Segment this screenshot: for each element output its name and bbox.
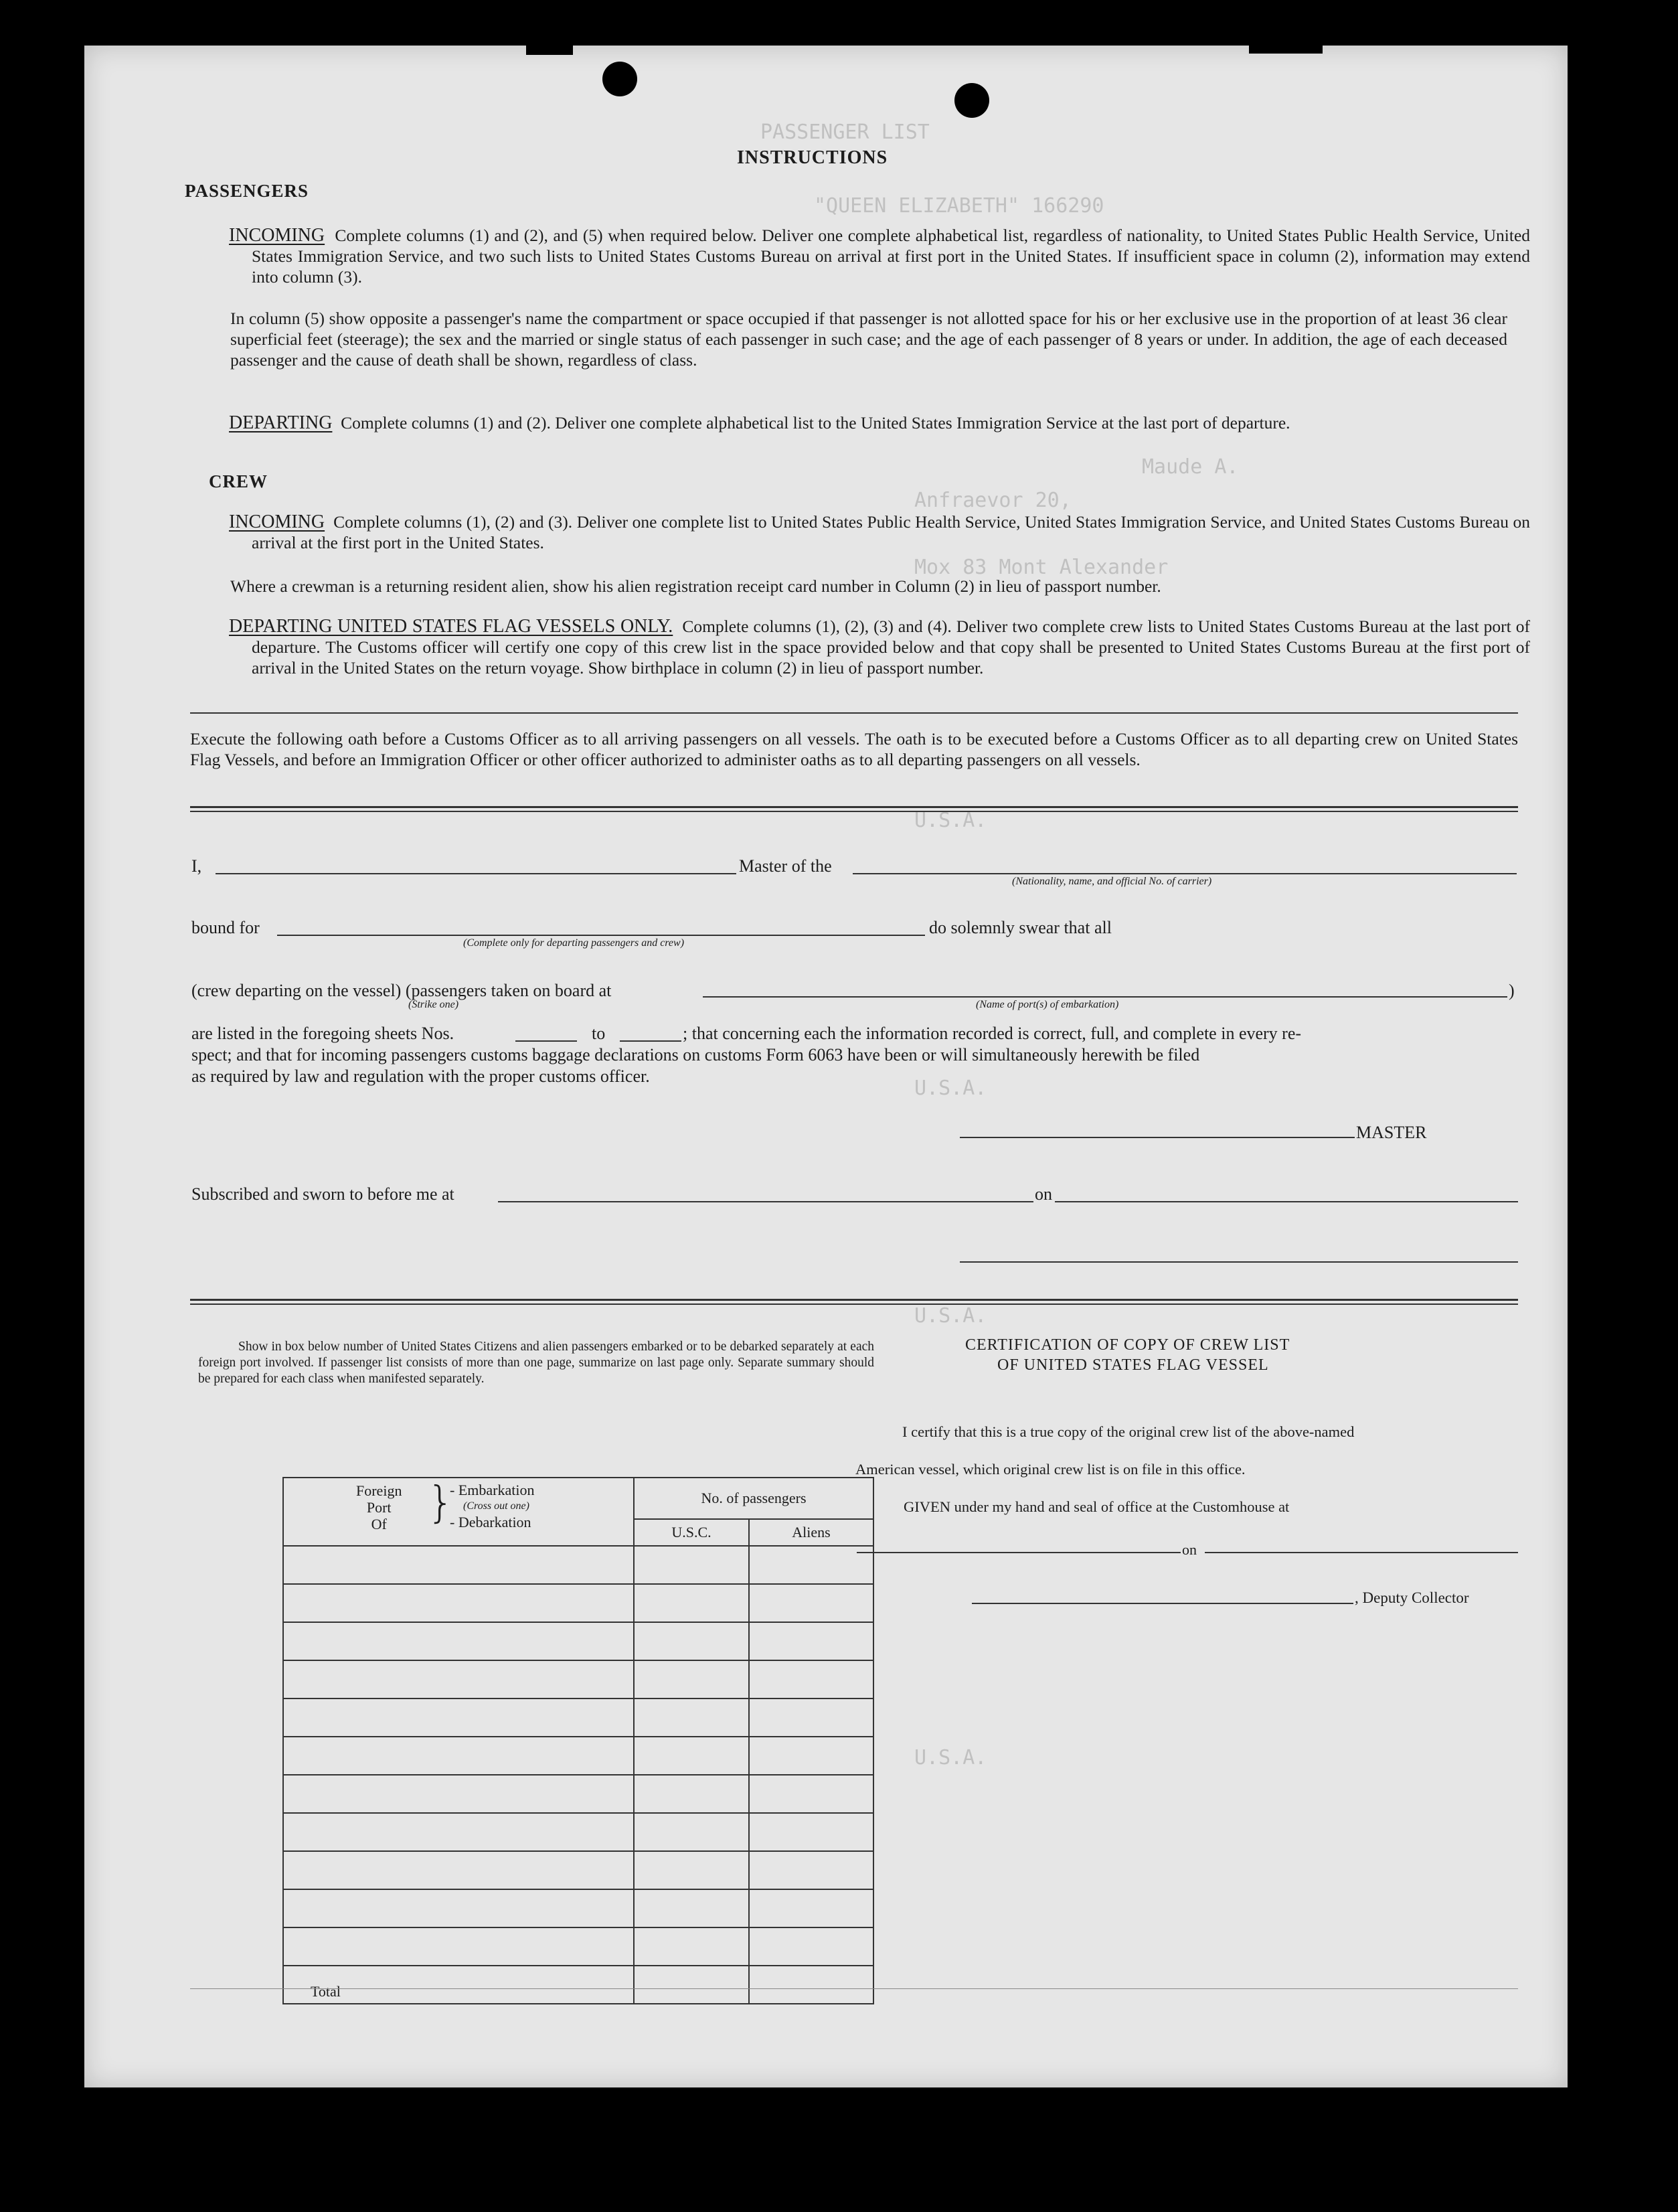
aliens-header: Aliens (749, 1519, 873, 1546)
usc-cell[interactable] (634, 1622, 749, 1660)
punch-hole (954, 83, 989, 118)
bleed-through: Anfraevor 20, (914, 489, 1072, 512)
usc-cell[interactable] (634, 1698, 749, 1737)
aliens-cell[interactable] (749, 1889, 873, 1927)
double-rule (190, 806, 1518, 812)
passengers-departing-text: Complete columns (1) and (2). Deliver one complete alphabetical list to the United States Immigration Service at the last port of departure. (341, 413, 1290, 432)
punch-hole (602, 62, 637, 96)
usc-cell[interactable] (634, 1813, 749, 1851)
summary-instructions: Show in box below number of United States Citizens and alien passengers embarked or to be debarked separately at each foreign port involved. If passenger list consists of more than one page, summarize on last page only. Separate summary should be prepared for each class when manifested separately. (198, 1340, 874, 1386)
aliens-cell[interactable] (749, 1927, 873, 1966)
certification-title-1: CERTIFICATION OF COPY OF CREW LIST (965, 1336, 1290, 1354)
crew-incoming-paragraph (229, 511, 1530, 553)
port-cell[interactable] (283, 1775, 634, 1813)
officer-signature-field[interactable] (960, 1261, 1518, 1263)
certification-on-label: on (1182, 1541, 1197, 1558)
summary-row (283, 1622, 873, 1660)
passengers-column5-paragraph: In column (5) show opposite a passenger's name the compartment or space occupied if that passenger is not allotted space for his or her exclusive use in the proportion of at least 36 clear superficial feet (steerage); the sex and the married or single status of each passenger in such case; and the age of each passenger of 8 years or under. In addition, the age of each deceased passenger and the cause of death shall be shown, regardless of class. (230, 309, 1507, 370)
passengers-departing-label: DEPARTING (229, 412, 333, 433)
aliens-total-cell[interactable] (749, 1966, 873, 2004)
port-cell[interactable] (283, 1546, 634, 1584)
crew-departing-paragraph (229, 616, 1530, 678)
aliens-cell[interactable] (749, 1813, 873, 1851)
oath-master-label: MASTER (1356, 1123, 1427, 1142)
aliens-cell[interactable] (749, 1698, 873, 1737)
usc-cell[interactable] (634, 1546, 749, 1584)
cross-out-note: (Cross out one) (463, 1500, 529, 1512)
summary-row (283, 1813, 873, 1851)
usc-cell[interactable] (634, 1927, 749, 1966)
bleed-through: Maude A. (1142, 455, 1239, 479)
strike-one-note: (Strike one) (408, 999, 459, 1010)
passengers-incoming-text: Complete columns (1) and (2), and (5) when required below. Deliver one complete alphabetical list, regardless of nationality, to United States Public Health Service, United States Immigration Service, and two such lists to United States Customs Bureau on arrival at first port in the United States. If insufficient space in column (2), information may extend into column (3). (252, 226, 1531, 287)
summary-row (283, 1660, 873, 1698)
certification-date-field[interactable] (1205, 1552, 1518, 1553)
bleed-through: U.S.A. (914, 1077, 987, 1100)
debarkation-label: - Debarkation (450, 1514, 531, 1530)
certify-text-1: I certify that this is a true copy of the original crew list of the above-named (902, 1423, 1355, 1440)
embarkation-port-field[interactable] (703, 996, 1507, 998)
sheet-to-field[interactable] (620, 1040, 681, 1042)
oath-crew-departing-text: (crew departing on the vessel) (passengers taken on board at (191, 981, 612, 1000)
crew-incoming-text: Complete columns (1), (2) and (3). Deliver one complete list to United States Public Health Service, United States Immigration Service, and United States Customs Bureau on arrival at the first port in the United States. (252, 512, 1530, 552)
subscribed-date-field[interactable] (1055, 1201, 1518, 1202)
summary-row (283, 1546, 873, 1584)
passenger-summary-table (282, 1477, 874, 2004)
port-cell[interactable] (283, 1737, 634, 1775)
bleed-through: PASSENGER LIST (760, 121, 930, 144)
carrier-field[interactable] (853, 873, 1517, 874)
usc-cell[interactable] (634, 1737, 749, 1775)
nationality-note: (Nationality, name, and official No. of carrier) (1012, 876, 1212, 887)
torn-edge (1249, 46, 1323, 54)
port-cell[interactable] (283, 1889, 634, 1927)
given-text: GIVEN under my hand and seal of office at the Customhouse at (904, 1498, 1290, 1515)
total-label: Total (283, 1966, 634, 2004)
port-of-embarkation-note: (Name of port(s) of embarkation) (976, 999, 1119, 1010)
bleed-through: U.S.A. (914, 809, 987, 832)
aliens-cell[interactable] (749, 1660, 873, 1698)
oath-swear-text: do solemnly swear that all (929, 918, 1112, 937)
passengers-heading: PASSENGERS (185, 181, 309, 201)
usc-cell[interactable] (634, 1851, 749, 1889)
bound-for-field[interactable] (277, 935, 925, 936)
passengers-incoming-label: INCOMING (229, 225, 325, 246)
torn-edge (526, 46, 573, 55)
port-cell[interactable] (283, 1698, 634, 1737)
aliens-cell[interactable] (749, 1775, 873, 1813)
oath-subscribed-label: Subscribed and sworn to before me at (191, 1184, 454, 1204)
subscribed-at-field[interactable] (498, 1201, 1033, 1202)
summary-row (283, 1889, 873, 1927)
deputy-collector-signature-field[interactable] (972, 1603, 1353, 1604)
brace: } (427, 1478, 454, 1528)
summary-row (283, 1775, 873, 1813)
usc-cell[interactable] (634, 1584, 749, 1622)
crew-heading: CREW (209, 471, 268, 491)
oath-i-label: I, (191, 856, 202, 876)
oath-on-label: on (1035, 1184, 1052, 1204)
summary-row (283, 1737, 873, 1775)
oath-listed-rest-1: ; that concerning each the information recorded is correct, full, and complete in every re- (683, 1024, 1302, 1043)
page-title: INSTRUCTIONS (737, 147, 888, 168)
no-passengers-header: No. of passengers (634, 1478, 873, 1519)
aliens-cell[interactable] (749, 1584, 873, 1622)
usc-cell[interactable] (634, 1660, 749, 1698)
crew-departing-label: DEPARTING UNITED STATES FLAG VESSELS ONLY. (229, 616, 673, 637)
deputy-collector-label: , Deputy Collector (1355, 1589, 1469, 1606)
embarkation-label: - Embarkation (450, 1482, 535, 1498)
port-cell[interactable] (283, 1813, 634, 1851)
port-label: Port (366, 1499, 392, 1516)
oath-master-of-label: Master of the (739, 856, 832, 876)
foreign-label: Foreign (356, 1482, 402, 1499)
port-cell[interactable] (283, 1622, 634, 1660)
port-cell[interactable] (283, 1927, 634, 1966)
crew-departing-text: Complete columns (1), (2), (3) and (4). Deliver two complete crew lists to United States Customs Bureau at the last port of departure. The Customs officer will certify one copy of this crew list in the space provided below and that copy shall be presented to United States Customs Bureau at the first port of arrival in the United States on the return voyage. Show birthplace in column (2) in lieu of passport number. (252, 617, 1530, 678)
aliens-cell[interactable] (749, 1737, 873, 1775)
usc-cell[interactable] (634, 1889, 749, 1927)
master-signature-field[interactable] (960, 1137, 1355, 1138)
of-label: Of (371, 1516, 387, 1532)
port-cell[interactable] (283, 1660, 634, 1698)
aliens-cell[interactable] (749, 1851, 873, 1889)
port-cell[interactable] (283, 1584, 634, 1622)
bleed-through: "QUEEN ELIZABETH" 166290 (814, 194, 1104, 218)
oath-to-label: to (592, 1024, 606, 1043)
oath-bound-for-label: bound for (191, 918, 260, 937)
section-divider (190, 712, 1518, 714)
certify-text-2: American vessel, which original crew list is on file in this office. (855, 1461, 1246, 1478)
passengers-departing-paragraph (229, 412, 1530, 433)
total-row (283, 1966, 873, 2004)
bleed-through: U.S.A. (914, 1746, 987, 1769)
passengers-incoming-paragraph (229, 225, 1530, 287)
oath-intro: Execute the following oath before a Customs Officer as to all arriving passengers on all vessels. The oath is to be executed before a Customs Officer as to all departing crew on United States Flag Vessels, and before an Immigration Officer or other officer authorized to administer oaths as to all departing passengers on all vessels. (190, 729, 1518, 769)
complete-only-note: (Complete only for departing passengers and crew) (463, 937, 685, 949)
aliens-cell[interactable] (749, 1622, 873, 1660)
aliens-cell[interactable] (749, 1546, 873, 1584)
double-rule (190, 1299, 1518, 1305)
bleed-through: Mox 83 Mont Alexander (914, 556, 1169, 579)
summary-row (283, 1698, 873, 1737)
oath-listed-prefix: are listed in the foregoing sheets Nos. (191, 1024, 454, 1043)
usc-cell[interactable] (634, 1775, 749, 1813)
summary-row (283, 1851, 873, 1889)
oath-listed-rest-2: spect; and that for incoming passengers customs baggage declarations on customs Form 6063 have been or will simultaneously herewith be filed (191, 1045, 1200, 1064)
oath-close-paren: ) (1509, 981, 1515, 1000)
summary-row (283, 1927, 873, 1966)
certification-title-2: OF UNITED STATES FLAG VESSEL (997, 1356, 1269, 1374)
page-bottom-rule (190, 1988, 1518, 1989)
customhouse-field[interactable] (857, 1552, 1181, 1553)
crew-incoming-label: INCOMING (229, 511, 325, 532)
bleed-through: U.S.A. (914, 1304, 987, 1328)
crew-resident-paragraph: Where a crewman is a returning resident alien, show his alien registration receipt card number in Column (2) in lieu of passport number. (230, 576, 1161, 596)
sheet-from-field[interactable] (515, 1040, 577, 1042)
summary-row (283, 1584, 873, 1622)
usc-total-cell[interactable] (634, 1966, 749, 2004)
usc-header: U.S.C. (634, 1519, 749, 1546)
port-cell[interactable] (283, 1851, 634, 1889)
port-header-cell (283, 1478, 634, 1546)
form-page (84, 46, 1568, 2087)
oath-listed-rest-3: as required by law and regulation with the proper customs officer. (191, 1066, 650, 1086)
master-name-field[interactable] (216, 873, 736, 874)
